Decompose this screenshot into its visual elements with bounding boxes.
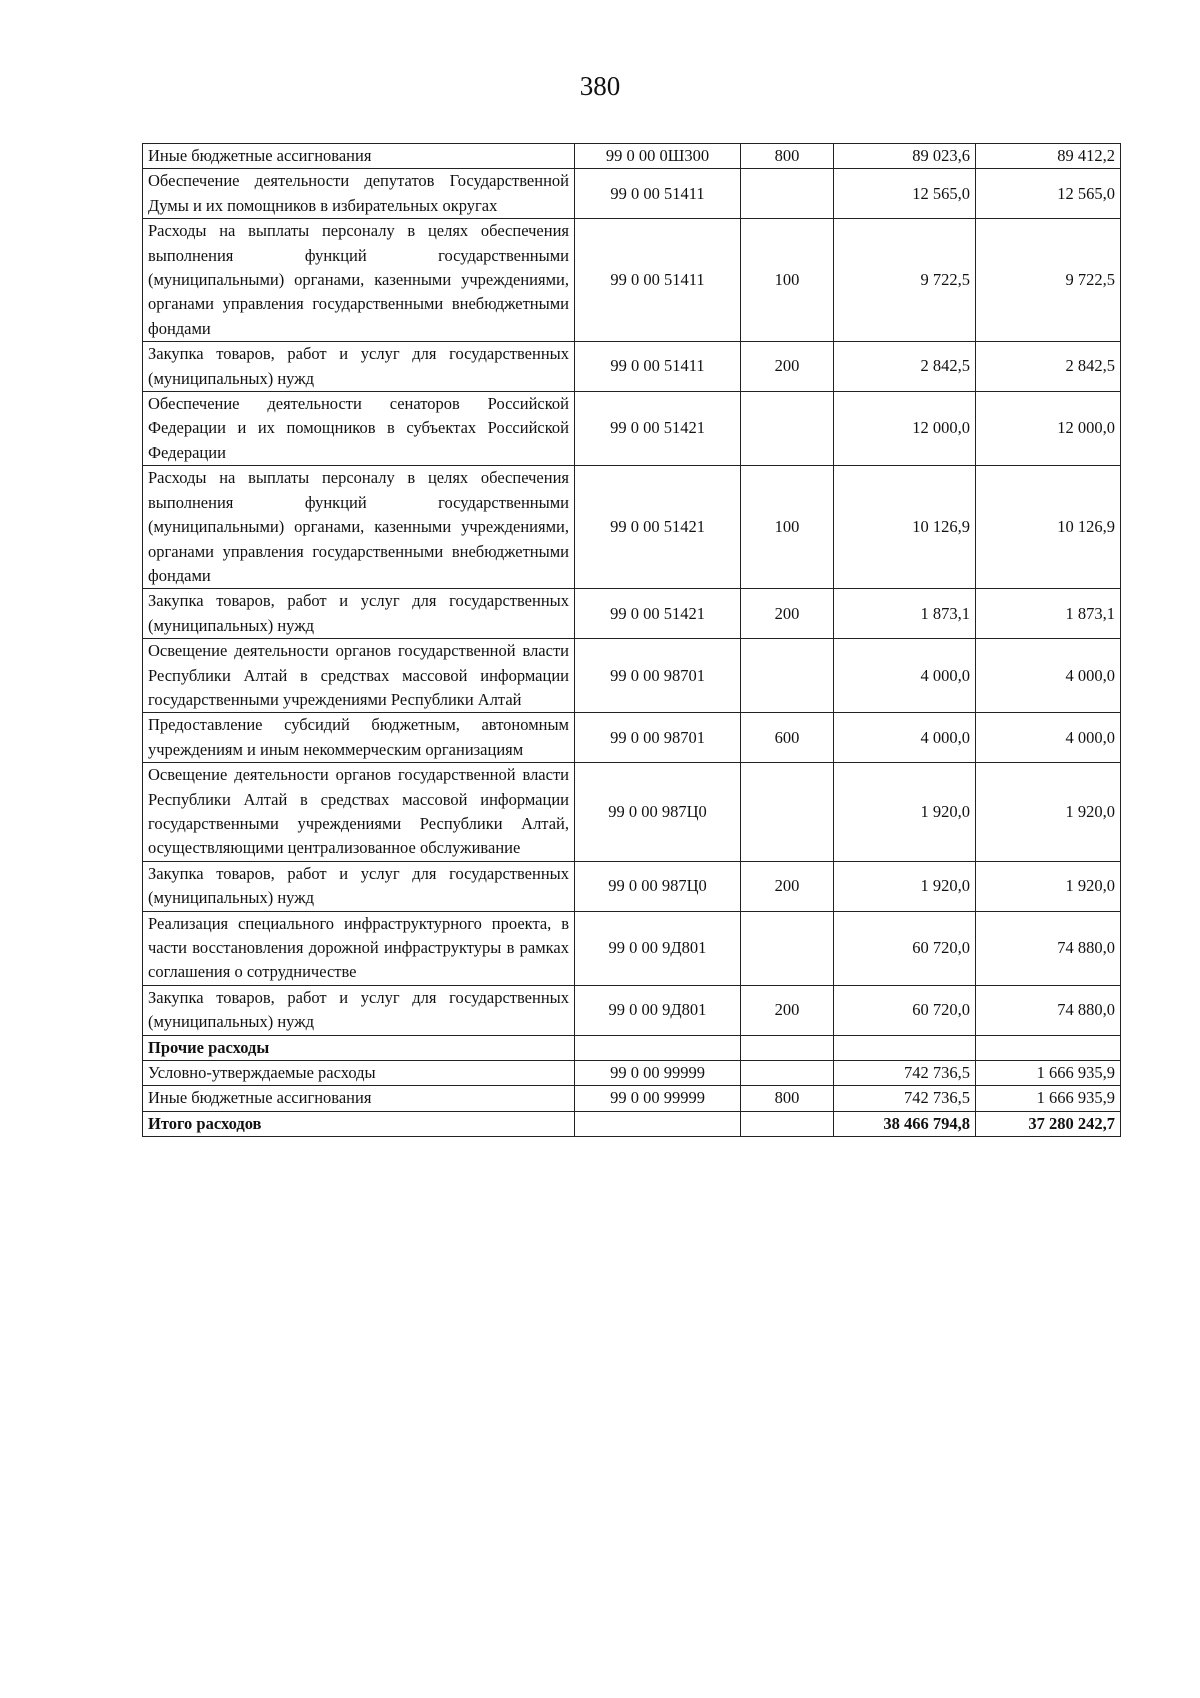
expense-name-cell: Итого расходов bbox=[143, 1111, 575, 1136]
expense-name-cell: Обеспечение деятельности сенаторов Российской Федерации и их помощников в субъектах Российской Федерации bbox=[143, 392, 575, 466]
expense-name-cell: Иные бюджетные ассигнования bbox=[143, 144, 575, 169]
table-row bbox=[143, 1061, 1121, 1086]
table-row bbox=[143, 466, 1121, 589]
amount-year1-cell bbox=[834, 1035, 976, 1060]
expense-name-cell: Закупка товаров, работ и услуг для государственных (муниципальных) нужд bbox=[143, 985, 575, 1035]
amount-year1-cell: 4 000,0 bbox=[834, 713, 976, 763]
expense-type-cell: 200 bbox=[741, 589, 834, 639]
amount-year2-cell: 4 000,0 bbox=[976, 639, 1121, 713]
expense-type-cell bbox=[741, 763, 834, 862]
expense-type-cell bbox=[741, 1035, 834, 1060]
target-code-cell: 99 0 00 0Ш300 bbox=[575, 144, 741, 169]
table-row-section bbox=[143, 1035, 1121, 1060]
expense-name-cell: Закупка товаров, работ и услуг для государственных (муниципальных) нужд bbox=[143, 589, 575, 639]
expense-type-cell: 800 bbox=[741, 144, 834, 169]
target-code-cell: 99 0 00 51411 bbox=[575, 219, 741, 342]
table-row bbox=[143, 589, 1121, 639]
budget-table-body bbox=[143, 144, 1121, 1137]
expense-name-cell: Иные бюджетные ассигнования bbox=[143, 1086, 575, 1111]
expense-name-cell: Закупка товаров, работ и услуг для государственных (муниципальных) нужд bbox=[143, 342, 575, 392]
target-code-cell: 99 0 00 9Д801 bbox=[575, 985, 741, 1035]
target-code-cell: 99 0 00 51411 bbox=[575, 169, 741, 219]
expense-type-cell: 200 bbox=[741, 342, 834, 392]
amount-year2-cell: 2 842,5 bbox=[976, 342, 1121, 392]
table-row-section bbox=[143, 1111, 1121, 1136]
amount-year1-cell: 4 000,0 bbox=[834, 639, 976, 713]
table-row bbox=[143, 392, 1121, 466]
expense-name-cell: Освещение деятельности органов государственной власти Республики Алтай в средствах массовой информации государственными учреждениями Республики Алтай, осуществляющими централизованное обслуживание bbox=[143, 763, 575, 862]
target-code-cell: 99 0 00 51421 bbox=[575, 392, 741, 466]
target-code-cell: 99 0 00 9Д801 bbox=[575, 911, 741, 985]
expense-type-cell: 800 bbox=[741, 1086, 834, 1111]
table-row bbox=[143, 763, 1121, 862]
target-code-cell: 99 0 00 98701 bbox=[575, 639, 741, 713]
amount-year2-cell: 12 000,0 bbox=[976, 392, 1121, 466]
amount-year2-cell: 89 412,2 bbox=[976, 144, 1121, 169]
expense-type-cell: 100 bbox=[741, 466, 834, 589]
table-row bbox=[143, 911, 1121, 985]
expense-type-cell: 100 bbox=[741, 219, 834, 342]
budget-table bbox=[142, 143, 1121, 1137]
amount-year1-cell: 742 736,5 bbox=[834, 1061, 976, 1086]
target-code-cell: 99 0 00 98701 bbox=[575, 713, 741, 763]
expense-name-cell: Прочие расходы bbox=[143, 1035, 575, 1060]
amount-year2-cell: 1 666 935,9 bbox=[976, 1086, 1121, 1111]
table-row bbox=[143, 713, 1121, 763]
amount-year1-cell: 10 126,9 bbox=[834, 466, 976, 589]
amount-year2-cell: 10 126,9 bbox=[976, 466, 1121, 589]
table-row bbox=[143, 639, 1121, 713]
amount-year2-cell: 4 000,0 bbox=[976, 713, 1121, 763]
expense-type-cell bbox=[741, 639, 834, 713]
amount-year1-cell: 60 720,0 bbox=[834, 911, 976, 985]
amount-year1-cell: 60 720,0 bbox=[834, 985, 976, 1035]
expense-name-cell: Расходы на выплаты персоналу в целях обеспечения выполнения функций государственными (муниципальными) органами, казенными учреждениями, органами управления государственными внебюджетными фондами bbox=[143, 466, 575, 589]
amount-year2-cell bbox=[976, 1035, 1121, 1060]
expense-name-cell: Реализация специального инфраструктурного проекта, в части восстановления дорожной инфраструктуры в рамках соглашения о сотрудничестве bbox=[143, 911, 575, 985]
amount-year2-cell: 74 880,0 bbox=[976, 911, 1121, 985]
target-code-cell: 99 0 00 99999 bbox=[575, 1061, 741, 1086]
expense-type-cell bbox=[741, 392, 834, 466]
amount-year2-cell: 1 873,1 bbox=[976, 589, 1121, 639]
expense-type-cell bbox=[741, 1111, 834, 1136]
target-code-cell: 99 0 00 987Ц0 bbox=[575, 763, 741, 862]
amount-year2-cell: 37 280 242,7 bbox=[976, 1111, 1121, 1136]
expense-type-cell: 200 bbox=[741, 985, 834, 1035]
target-code-cell: 99 0 00 987Ц0 bbox=[575, 861, 741, 911]
expense-name-cell: Условно-утверждаемые расходы bbox=[143, 1061, 575, 1086]
target-code-cell: 99 0 00 51421 bbox=[575, 466, 741, 589]
amount-year1-cell: 742 736,5 bbox=[834, 1086, 976, 1111]
expense-name-cell: Закупка товаров, работ и услуг для государственных (муниципальных) нужд bbox=[143, 861, 575, 911]
target-code-cell: 99 0 00 99999 bbox=[575, 1086, 741, 1111]
expense-name-cell: Освещение деятельности органов государственной власти Республики Алтай в средствах массовой информации государственными учреждениями Республики Алтай bbox=[143, 639, 575, 713]
expense-type-cell bbox=[741, 169, 834, 219]
table-row bbox=[143, 861, 1121, 911]
amount-year2-cell: 1 666 935,9 bbox=[976, 1061, 1121, 1086]
expense-type-cell bbox=[741, 911, 834, 985]
expense-name-cell: Предоставление субсидий бюджетным, автономным учреждениям и иным некоммерческим организациям bbox=[143, 713, 575, 763]
table-row bbox=[143, 985, 1121, 1035]
expense-type-cell: 600 bbox=[741, 713, 834, 763]
target-code-cell: 99 0 00 51411 bbox=[575, 342, 741, 392]
amount-year2-cell: 9 722,5 bbox=[976, 219, 1121, 342]
amount-year2-cell: 12 565,0 bbox=[976, 169, 1121, 219]
amount-year2-cell: 1 920,0 bbox=[976, 861, 1121, 911]
table-row bbox=[143, 144, 1121, 169]
table-row bbox=[143, 342, 1121, 392]
table-row bbox=[143, 169, 1121, 219]
amount-year1-cell: 89 023,6 bbox=[834, 144, 976, 169]
amount-year2-cell: 74 880,0 bbox=[976, 985, 1121, 1035]
target-code-cell bbox=[575, 1111, 741, 1136]
amount-year2-cell: 1 920,0 bbox=[976, 763, 1121, 862]
expense-type-cell: 200 bbox=[741, 861, 834, 911]
expense-name-cell: Расходы на выплаты персоналу в целях обеспечения выполнения функций государственными (муниципальными) органами, казенными учреждениями, органами управления государственными внебюджетными фондами bbox=[143, 219, 575, 342]
amount-year1-cell: 2 842,5 bbox=[834, 342, 976, 392]
target-code-cell: 99 0 00 51421 bbox=[575, 589, 741, 639]
expense-name-cell: Обеспечение деятельности депутатов Государственной Думы и их помощников в избирательных округах bbox=[143, 169, 575, 219]
amount-year1-cell: 1 920,0 bbox=[834, 763, 976, 862]
amount-year1-cell: 12 565,0 bbox=[834, 169, 976, 219]
table-row bbox=[143, 219, 1121, 342]
amount-year1-cell: 12 000,0 bbox=[834, 392, 976, 466]
page-number: 380 bbox=[579, 71, 621, 101]
table-row bbox=[143, 1086, 1121, 1111]
amount-year1-cell: 1 920,0 bbox=[834, 861, 976, 911]
amount-year1-cell: 1 873,1 bbox=[834, 589, 976, 639]
expense-type-cell bbox=[741, 1061, 834, 1086]
amount-year1-cell: 9 722,5 bbox=[834, 219, 976, 342]
target-code-cell bbox=[575, 1035, 741, 1060]
amount-year1-cell: 38 466 794,8 bbox=[834, 1111, 976, 1136]
